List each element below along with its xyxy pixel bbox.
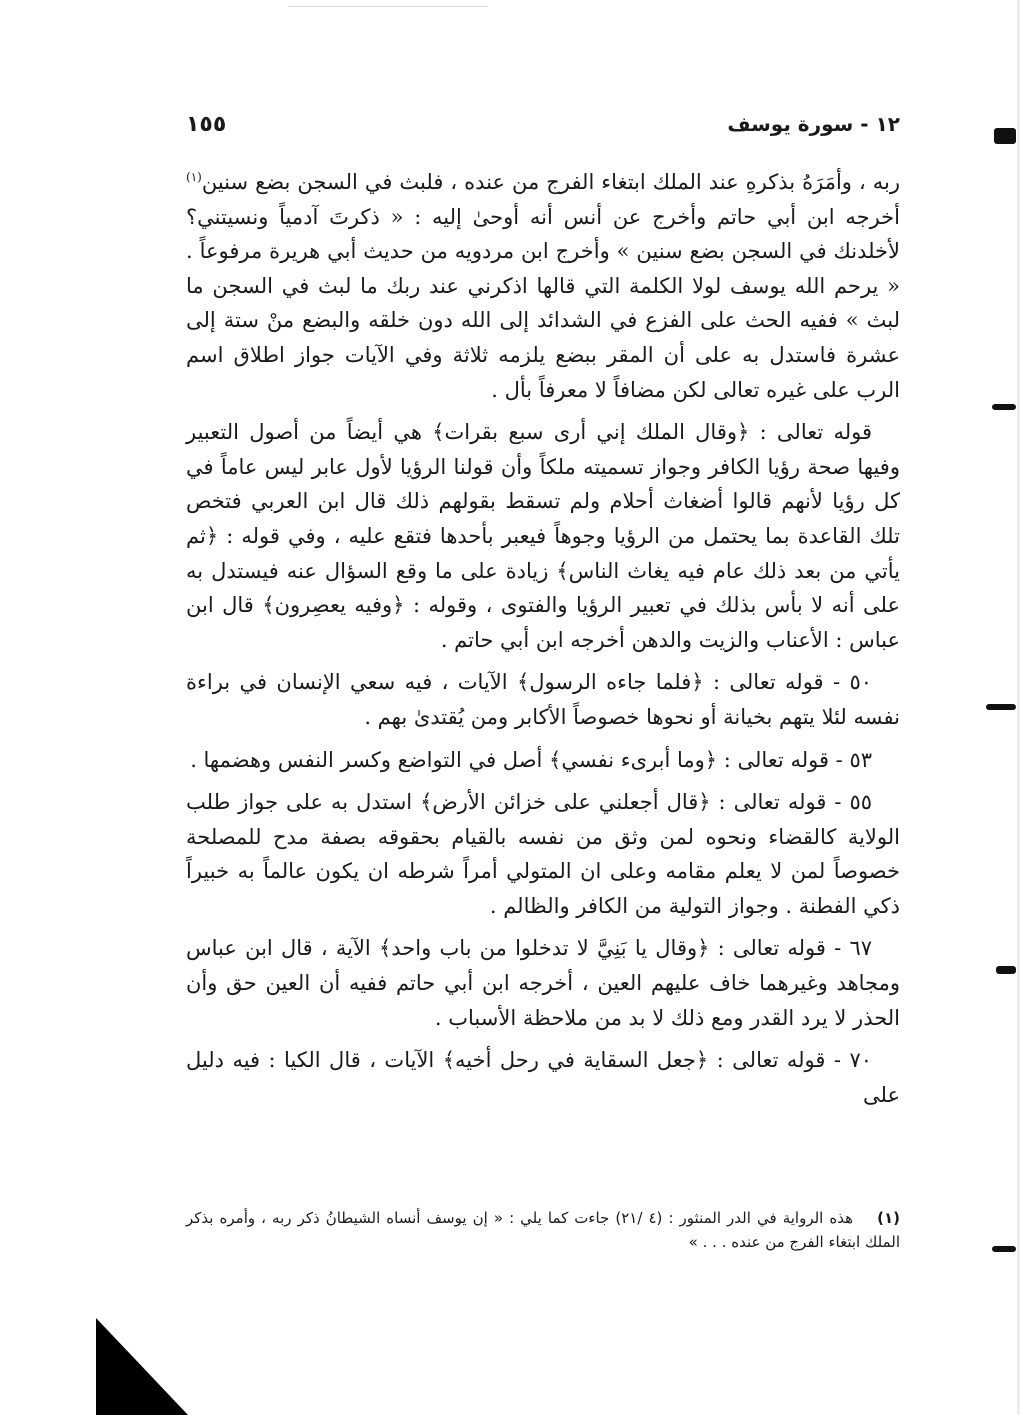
- text-line: لكن مضافاً لا معرفاً بأل .: [491, 377, 707, 402]
- text-line: التولية من الكافر والظالم .: [489, 893, 723, 918]
- text-line: ففيه الحث على الفزع في الشدائد إلى الله دون خلقه والبضع منْ ستة إلى عشرة فاستدل: [186, 308, 900, 367]
- text-line: يحتمل من الرؤيا وجوهاً فيعبر بأحدها فتقع عليه ، وفي قوله : ﴿ثم يأتي من بعد ذلك عام: [186, 523, 900, 583]
- text-line: ٥٥ - قوله تعالى : ﴿قال أجعلني على خزائن الأرض﴾ استدل به على جواز طلب: [186, 790, 872, 815]
- paragraph: [186, 1043, 900, 1112]
- scan-corner-shadow: [96, 1318, 188, 1415]
- text-line: لا يرد القدر ومع ذلك لا بد من ملاحظة الأسباب .: [434, 1005, 847, 1030]
- margin-mark: [996, 966, 1016, 974]
- footnote: [186, 1206, 900, 1254]
- page-number: ١٥٥: [186, 112, 227, 137]
- paragraph: [186, 160, 900, 407]
- scan-edge-line: [288, 6, 488, 7]
- text-line: أخرجه ابن أبي حاتم وأخرج عن أنس أنه أوحىٰ إليه : « ذكرتَ آدمياً ونسيتني؟: [186, 204, 900, 229]
- page-content: [186, 112, 900, 1116]
- text-line: ومجاهد وغيرهما خاف عليهم العين ، أخرجه ابن أبي حاتم ففيه أن العين حق وأن الحذر: [186, 971, 900, 1030]
- footnote-text: هذه الرواية في الدر المنثور : (٤ /٢١) جاءت كما يلي : « إن يوسف أنساه الشيطانُ ذكر ربه ، وأمره بذكر الملك ابتغاء الفرج من عنده . . . »: [186, 1209, 900, 1251]
- text-line: به على أن المقر ببضع يلزمه ثلاثة وفي الآيات جواز اطلاق اسم الرب على غيره تعالى: [186, 342, 900, 402]
- text-line: « يرحم الله يوسف لولا الكلمة التي قالها اذكرني عند ربك ما لبث في السجن ما لبث »: [186, 273, 900, 333]
- text-line: لأخلدنك في السجن بضع سنين » وأخرج ابن مردويه من حديث أبي هريرة مرفوعاً .: [186, 239, 900, 264]
- paragraph: [186, 665, 900, 734]
- text-line: الولاية كالقضاء ونحوه لمن وثق من نفسه بالقيام بحقوقه بصفة مدح للمصلحة خصوصاً لمن: [186, 824, 900, 884]
- paragraph: [186, 415, 900, 657]
- paragraph: [186, 785, 900, 923]
- text-line: لأنهم قالوا أضغاث أحلام ولم تسقط بقولهم ذلك قال ابن العربي فتخص تلك القاعدة بما: [186, 489, 900, 548]
- text-line: ٦٧ - قوله تعالى : ﴿وقال يا بَنِيَّ لا تدخلوا من باب واحد﴾ الآية ، قال ابن عباس: [186, 936, 872, 961]
- margin-mark: [992, 404, 1016, 410]
- chapter-title: ١٢ - سورة يوسف: [727, 112, 900, 136]
- paragraph: [186, 743, 900, 778]
- footnote-ref: (١): [186, 170, 202, 184]
- page-header: [186, 112, 900, 160]
- text-line: ٧٠ - قوله تعالى : ﴿جعل السقاية في رحل أخيه﴾ الآيات ، قال الكيا : فيه دليل على: [186, 1048, 900, 1107]
- text-line: ربه ، وأمَرَهُ بذكرهِ عند الملك ابتغاء الفرج من عنده ، فلبث في السجن بضع سنين: [201, 170, 900, 194]
- text-line: فيه يغاث الناس﴾ زيادة على ما وقع السؤال عنه فيستدل به على أنه لا بأس بذلك في: [186, 558, 900, 618]
- footnote-number: (١): [877, 1209, 900, 1227]
- body-text: [186, 160, 900, 1112]
- margin-mark: [994, 128, 1016, 144]
- text-line: ٥٣ - قوله تعالى : ﴿وما أبرىء نفسي﴾ أصل في التواضع وكسر النفس وهضمها .: [190, 747, 872, 772]
- margin-mark: [992, 1246, 1016, 1252]
- text-line: صحة رؤيا الكافر وجواز تسميته ملكاً وأن قولنا الرؤيا لأول عابر ليس عاماً في كل رؤيا: [186, 454, 900, 514]
- text-line: قوله تعالى : ﴿وقال الملك إني أرى سبع بقرات﴾ هي أيضاً من أصول التعبير وفيها: [186, 420, 900, 479]
- text-line: تعبير الرؤيا والفتوى ، وقوله : ﴿وفيه يعصِرون﴾ قال ابن عباس : الأعناب والزيت: [186, 593, 900, 652]
- text-line: والدهن أخرجه ابن أبي حاتم .: [440, 627, 693, 652]
- text-line: لئلا يتهم بخيانة أو نحوها خصوصاً الأكابر ومن يُقتدىٰ بهم .: [364, 704, 847, 729]
- text-line: ٥٠ - قوله تعالى : ﴿فلما جاءه الرسول﴾ الآيات ، فيه سعي الإنسان في براءة نفسه: [186, 670, 900, 729]
- margin-mark: [986, 704, 1016, 710]
- text-line: لا يعلم مقامه وعلى ان المتولي أمراً شرطه ان يكون عالماً به خبيراً ذكي الفطنة . وجواز: [186, 859, 900, 918]
- paragraph: [186, 931, 900, 1035]
